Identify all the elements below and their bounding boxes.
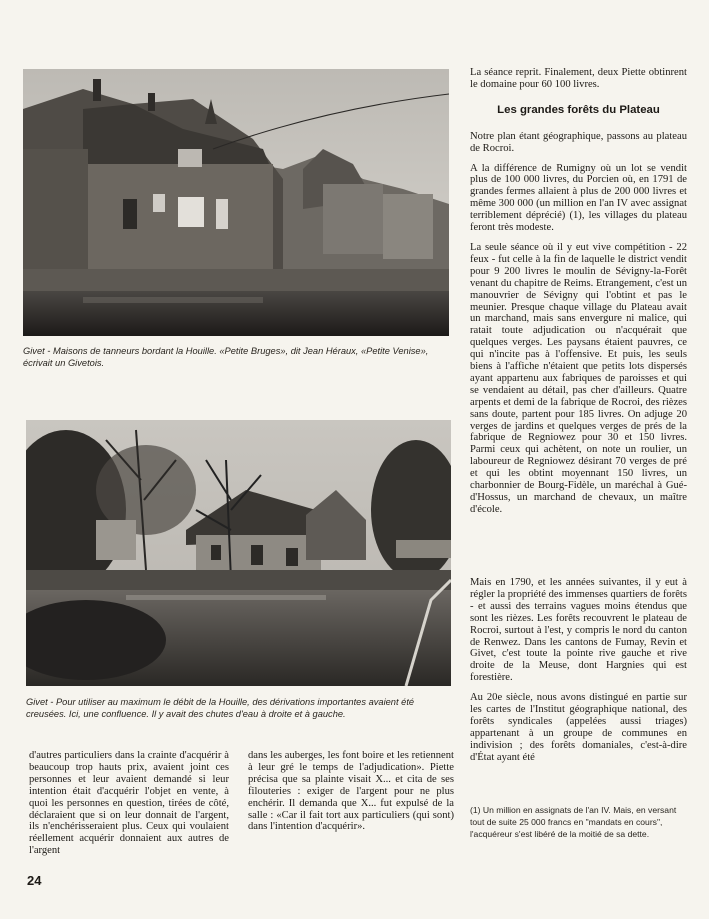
photo-tanneries (23, 69, 449, 336)
right-column-lower (470, 577, 687, 772)
section-heading: Les grandes forêts du Plateau (497, 103, 660, 116)
bottom-column-1-text: d'autres particuliers dans la crainte d'acquérir à beaucoup trop hauts prix, avaient joint ces personnes et leur avaient demandé si leur intention était d'acquérir l'objet en vente, à quoi les personnes en question, tirées de côté, déclaraient que si on leur donnait de l'argent, ils n'enchérisseraient plus. Ceux qui voulaient réellement acquérir donnaient aux autres de l'argent (29, 750, 229, 857)
right-column (470, 67, 687, 524)
photo-tanneries-image (23, 69, 449, 336)
footnote: (1) Un million en assignats de l'an IV. Mais, en versant tout de suite 25 000 francs en "mandats en cours", l'acquéreur s'est libéré de la moitié de sa dette. (470, 805, 677, 839)
paragraph-2: A la différence de Rumigny où un lot se vendit plus de 100 000 livres, du Porcien où, en 1791 de grandes fermes allaient à plus de 200 000 livres et même 300 000 (un million en l'an IV avec assignat terriblement déprécié) (1), les villages du plateau feront très modeste. (470, 162, 687, 234)
paragraph-intro: La séance reprit. Finalement, deux Piette obtinrent le domaine pour 60 100 livres. (470, 67, 687, 90)
paragraph-1: Notre plan étant géographique, passons au plateau de Rocroi. (470, 130, 687, 154)
photo-confluence (26, 420, 451, 686)
photo-tanneries-caption: Givet - Maisons de tanneurs bordant la Houille. «Petite Bruges», dit Jean Héraux, «Petite Venise», écrivait un Givetois. (23, 346, 429, 368)
bottom-column-1 (29, 750, 229, 865)
page-number: 24 (27, 873, 42, 888)
photo-confluence-image (26, 420, 451, 686)
bottom-column-2 (248, 750, 454, 841)
paragraph-4: Mais en 1790, et les années suivantes, il y eut à régler la propriété des immenses quartiers de forêts - et aussi des terrains vagues moins étendus que sont les rièzes. Les forêts recouvrent le plateau de Rocroi, surtout à l'est, y compris le nord du canton de Renwez. Dans les cantons de Fumay, Revin et Givet, c'est toute la pointe rive gauche et rive droite de la Meuse, dont Hargnies qui est forestière. (470, 577, 687, 684)
paragraph-5: Au 20e siècle, nous avons distingué en partie sur les cartes de l'Institut géographique national, des forêts syndicales (appelées aussi triages) appartenant à un groupe de communes en indivision ; des forêts domaniales, c'est-à-dire d'État ayant été (470, 692, 687, 763)
photo-confluence-caption: Givet - Pour utiliser au maximum le débit de la Houille, des dérivations importantes avaient été creusées. Ici, une confluence. Il y avait des chutes d'eau à droite et à gauche. (26, 697, 415, 719)
paragraph-3: La seule séance où il y eut vive compétition - 22 feux - fut celle à la fin de laquelle le district vendit pour 9 200 livres le moulin de Sévigny-la-Forêt venant du chapitre de Reims. Etrangement, c'est un manouvrier de Sévigny qui l'obtint et pas le meunier. Presque chaque village du Plateau avait un marchand, mais sans envergure ni malice, qui ratait toute adjudication ou n'acquérait que quelques verges. Les paysans étaient pauvres, ce qui n'incite pas à l'offensive. Et puis, les seuls biens à l'affiche n'étaient que petits lots dispersés ayant appartenu aux fabriques de paroisses et qui se vendaient au détail, pas cher d'ailleurs. Quatre arpents et demi de la fabrique de Rocroi, des rièzes sans doute, partent pour 185 livres. On adjuge 20 verges de jardins et quelques verges de prés de la fabrique de Regniowez pour 30 et 150 livres. Parmi ceux qui achètent, on note un roulier, un laboureur de Regniowez désirant 70 verges de pré et qui les obtint moyennant 150 livres, un charbonnier de Bourg-Fidèle, un maréchal à Gué-d'Hossus, un marchand de chevaux, un maître d'école. (470, 241, 687, 515)
bottom-column-2-text: dans les auberges, les font boire et les retiennent à leur gré le temps de l'adjudication». Piette précisa que sa plainte visait X... et cita de ses filouteries : exiger de l'argent pour ne plus enchérir. Il demanda que X... fut expulsé de la salle : «Car il fait tort aux particuliers (qui sont) dans l'intention d'acquérir». (248, 750, 454, 833)
